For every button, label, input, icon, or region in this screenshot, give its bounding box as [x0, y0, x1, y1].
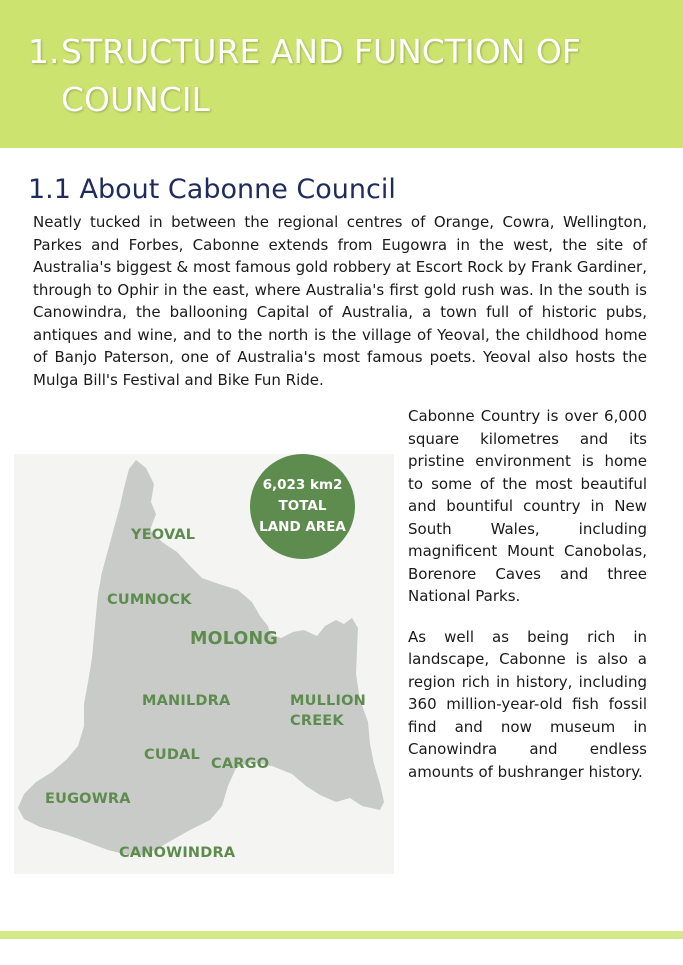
- town-mullion-line-1: MULLION: [290, 693, 366, 709]
- page-title: [28, 28, 668, 124]
- section-heading: 1.1 About Cabonne Council: [28, 174, 396, 205]
- title-line-2: COUNCIL: [61, 80, 211, 119]
- town-eugowra: EUGOWRA: [45, 791, 131, 807]
- town-mullion-line-2: CREEK: [290, 713, 344, 729]
- town-molong: MOLONG: [190, 629, 278, 649]
- town-manildra: MANILDRA: [142, 693, 231, 709]
- side-paragraph-1: Cabonne Country is over 6,000 square kilometres and its pristine environment is home to some of the most beautiful and bountiful country in New South Wales, including magnificent Mount Canobolas, Borenore Caves and three National Parks.: [408, 407, 647, 605]
- land-area-badge: [250, 454, 355, 559]
- footer-band: [0, 931, 683, 939]
- badge-area-value: 6,023 km2: [262, 477, 343, 493]
- title-number: 1.: [28, 32, 60, 71]
- town-canowindra: CANOWINDRA: [119, 845, 236, 861]
- town-yeoval: YEOVAL: [131, 527, 196, 543]
- side-paragraph-2: As well as being rich in landscape, Cabonne is also a region rich in history, including 360 million-year-old fish fossil find and now museum in Canowindra and endless amounts of bushranger history.: [408, 627, 647, 781]
- side-column: [408, 405, 647, 801]
- title-line-1: STRUCTURE AND FUNCTION OF: [61, 32, 581, 71]
- badge-line-land-area: LAND AREA: [259, 519, 346, 535]
- town-cudal: CUDAL: [144, 747, 200, 763]
- town-mullion-creek: [290, 692, 366, 730]
- badge-line-total: TOTAL: [278, 498, 327, 514]
- town-cumnock: CUMNOCK: [107, 592, 192, 608]
- town-cargo: CARGO: [211, 756, 270, 772]
- intro-paragraph: Neatly tucked in between the regional centres of Orange, Cowra, Wellington, Parkes and Forbes, Cabonne extends from Eugowra in the west, the site of Australia's biggest & most famous gold robbery at Escort Rock by Frank Gardiner, through to Ophir in the east, where Australia's first gold rush was. In the south is Canowindra, the ballooning Capital of Australia, a town full of historic pubs, antiques and wine, and to the north is the village of Yeoval, the childhood home of Banjo Paterson, one of Australia's most famous poets. Yeoval also hosts the Mulga Bill's Festival and Bike Fun Ride.: [33, 213, 647, 389]
